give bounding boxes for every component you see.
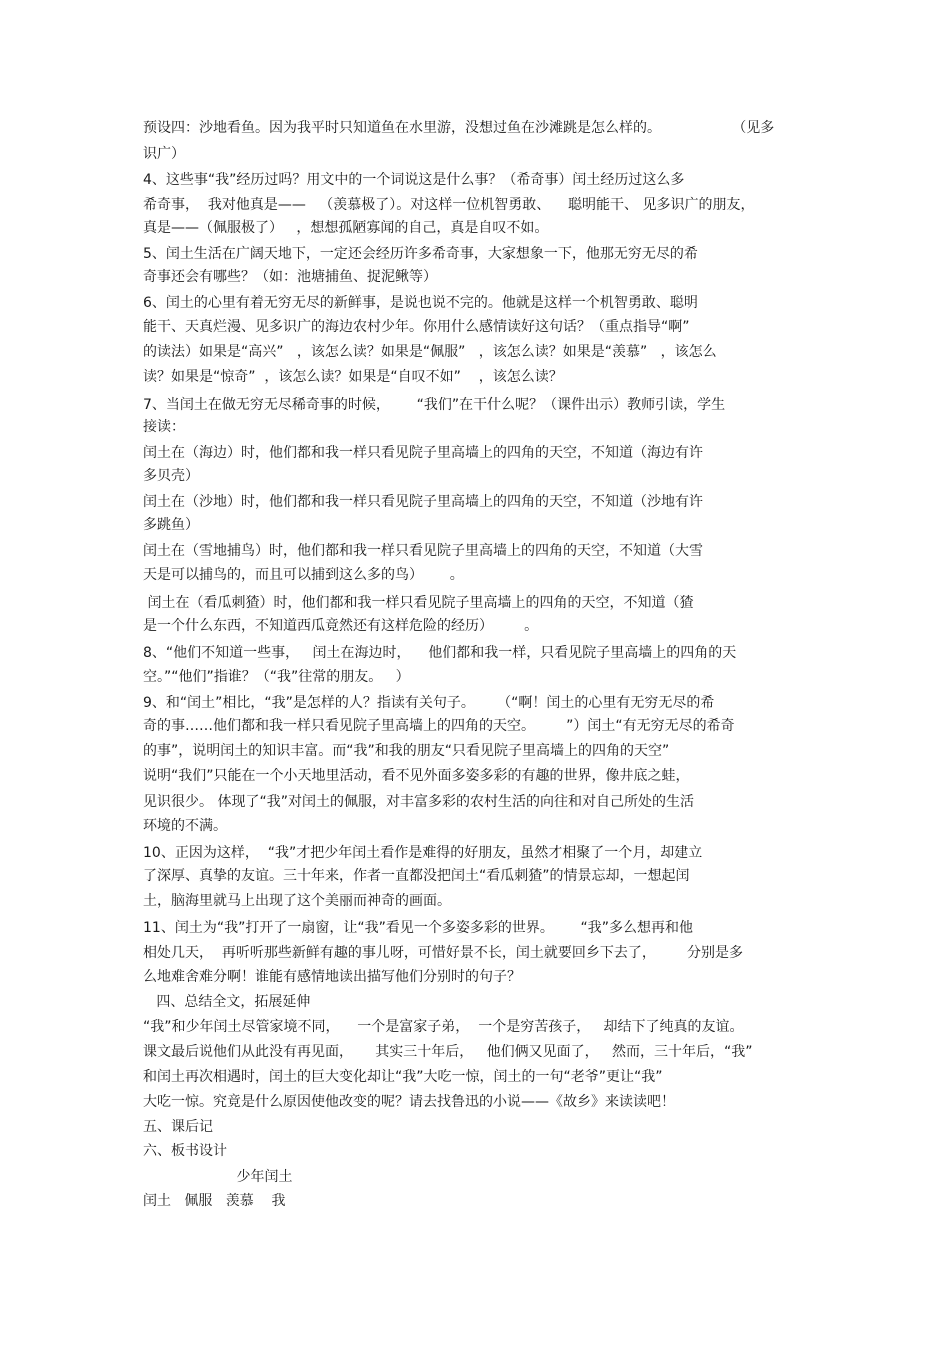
- text-line-30: 10、正因为这样， “我”才把少年闰土看作是难得的好朋友，虽然才相聚了一个月，却建立: [143, 845, 703, 861]
- board-design-row: 闰土 佩服 羡慕 我: [143, 1193, 286, 1209]
- text-line-39: 和闰土再次相遇时，闰土的巨大变化却让“我”大吃一惊，闰土的一句“老爷”更让“我”: [143, 1069, 663, 1085]
- text-line-16: 闰土在（沙地）时，他们都和我一样只看见院子里高墙上的四角的天空，不知道（沙地有许: [143, 494, 703, 510]
- text-line-34: 相处几天， 再听听那些新鲜有趣的事儿呀，可惜好景不长，闰土就要回乡下去了， 分别是多: [143, 945, 744, 961]
- text-line-6: 5、闰土生活在广阔天地下，一定还会经历许多希奇事，大家想象一下，他那无穷无尽的希: [143, 246, 698, 262]
- text-line-26: 的事”，说明闰土的知识丰富。而“我”和我的朋友“只看见院子里高墙上的四角的天空”: [143, 743, 670, 759]
- text-line-35: 么地难舍难分啊！谁能有感情地读出描写他们分别时的句子？: [143, 969, 521, 985]
- text-line-22: 8、“他们不知道一些事， 闰土在海边时， 他们都和我一样，只看见院子里高墙上的四角的天: [143, 645, 737, 661]
- text-line-11: 读？如果是“惊奇” ，该怎么读？如果是“自叹不如” ，该怎么读？: [143, 369, 563, 385]
- text-line-25: 奇的事……他们都和我一样只看见院子里高墙上的四角的天空。 ”）闰土“有无穷无尽的希奇: [143, 718, 735, 734]
- text-line-12: 7、当闰土在做无穷无尽稀奇事的时候， “我们”在干什么呢？（课件出示）教师引读，学生: [143, 397, 726, 413]
- text-line-15: 多贝壳）: [143, 468, 199, 484]
- text-line-13: 接读：: [143, 419, 185, 435]
- text-line-5: 真是——（佩服极了） ，想想孤陋寡闻的自己，真是自叹不如。: [143, 220, 549, 236]
- text-line-1: 预设四：沙地看鱼。因为我平时只知道鱼在水里游，没想过鱼在沙滩跳是怎么样的。 （见多: [143, 120, 775, 136]
- board-design-title: 少年闰土: [143, 1169, 293, 1185]
- text-line-21: 是一个什么东西，不知道西瓜竟然还有这样危险的经历） 。: [143, 618, 539, 634]
- text-line-17: 多跳鱼）: [143, 517, 199, 533]
- text-line-19: 天是可以捕鸟的，而且可以捕到这么多的鸟） 。: [143, 567, 464, 583]
- text-line-4: 希奇事， 我对他真是—— （羡慕极了）。对这样一位机智勇敢、 聪明能干、 见多识广的朋友，: [143, 197, 755, 213]
- section-heading-5: 五、课后记: [143, 1119, 213, 1135]
- section-heading-6: 六、板书设计: [143, 1143, 227, 1159]
- text-line-24: 9、和“闰土”相比，“我”是怎样的人？指读有关句子。 （“啊！闰土的心里有无穷无尽的希: [143, 695, 715, 711]
- text-line-27: 说明“我们”只能在一个小天地里活动，看不见外面多姿多彩的有趣的世界，像井底之蛙，: [143, 768, 690, 784]
- text-line-37: “我”和少年闰土尽管家境不同， 一个是富家子弟， 一个是穷苦孩子， 却结下了纯真的友谊。: [143, 1019, 744, 1035]
- text-line-31: 了深厚、真挚的友谊。三十年来，作者一直都没把闰土“看瓜刺猹”的情景忘却，一想起闰: [143, 868, 690, 884]
- text-line-7: 奇事还会有哪些？（如：池塘捕鱼、捉泥鳅等）: [143, 269, 437, 285]
- text-line-2: 识广）: [143, 146, 185, 162]
- text-line-23: 空。”“他们”指谁？（“我”往常的朋友。 ）: [143, 669, 410, 685]
- text-line-14: 闰土在（海边）时，他们都和我一样只看见院子里高墙上的四角的天空，不知道（海边有许: [143, 445, 703, 461]
- text-line-3: 4、这些事“我”经历过吗？用文中的一个词说这是什么事？（希奇事）闰土经历过这么多: [143, 172, 685, 188]
- text-line-29: 环境的不满。: [143, 818, 227, 834]
- section-heading-4: 四、总结全文，拓展延伸: [143, 994, 311, 1010]
- text-line-40: 大吃一惊。究竟是什么原因使他改变的呢？请去找鲁迅的小说——《故乡》来读读吧！: [143, 1094, 675, 1110]
- text-line-32: 土，脑海里就马上出现了这个美丽而神奇的画面。: [143, 893, 451, 909]
- text-line-20: 闰土在（看瓜刺猹）时，他们都和我一样只看见院子里高墙上的四角的天空，不知道（猹: [143, 595, 694, 611]
- text-line-8: 6、闰土的心里有着无穷无尽的新鲜事，是说也说不完的。他就是这样一个机智勇敢、聪明: [143, 295, 698, 311]
- text-line-9: 能干、天真烂漫、见多识广的海边农村少年。你用什么感情读好这句话？（重点指导“啊”: [143, 319, 690, 335]
- text-line-38: 课文最后说他们从此没有再见面， 其实三十年后， 他们俩又见面了， 然而，三十年后，“我”: [143, 1044, 753, 1060]
- text-line-28: 见识很少。 体现了“我”对闰土的佩服，对丰富多彩的农村生活的向往和对自己所处的生活: [143, 794, 694, 810]
- text-line-33: 11、闰土为“我”打开了一扇窗，让“我”看见一个多姿多彩的世界。 “我”多么想再和他: [143, 920, 694, 936]
- text-line-18: 闰土在（雪地捕鸟）时，他们都和我一样只看见院子里高墙上的四角的天空，不知道（大雪: [143, 543, 703, 559]
- text-line-10: 的读法）如果是“高兴” ，该怎么读？如果是“佩服” ，该怎么读？如果是“羡慕” ，该怎么: [143, 344, 717, 360]
